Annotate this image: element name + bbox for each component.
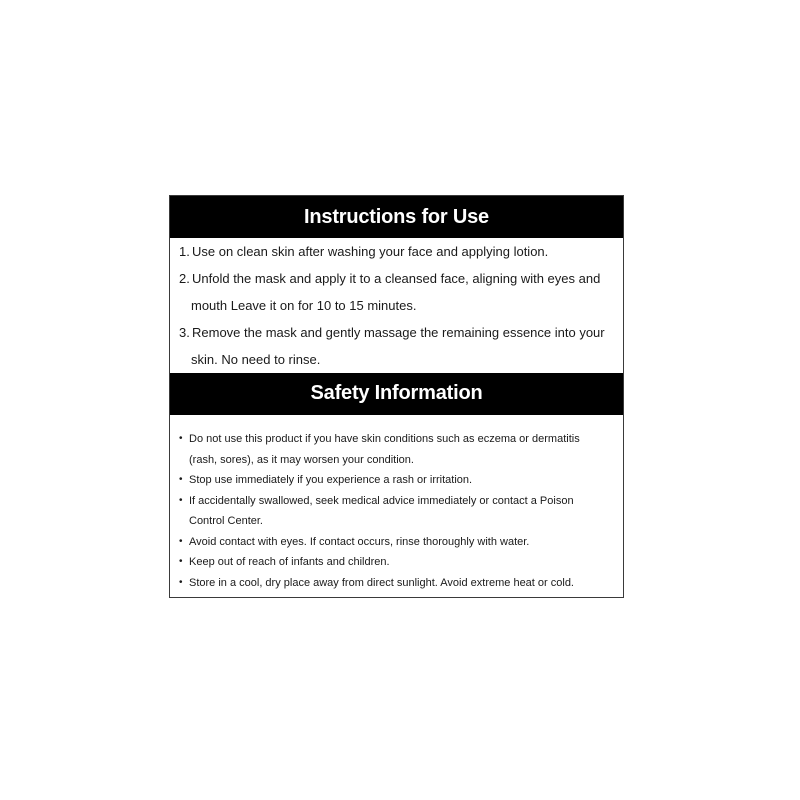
step-text-line: Remove the mask and gently massage the remaining essence into your xyxy=(192,325,605,340)
safety-list xyxy=(170,415,623,593)
safety-text xyxy=(189,491,613,532)
safety-text xyxy=(189,573,613,594)
product-info-card xyxy=(169,195,624,598)
instruction-step-1 xyxy=(179,238,623,265)
instruction-step-3 xyxy=(179,319,623,373)
safety-text-line: If accidentally swallowed, seek medical advice immediately or contact a Poison xyxy=(189,494,574,507)
safety-text-line: Avoid contact with eyes. If contact occurs, rinse thoroughly with water. xyxy=(189,535,530,548)
step-text-line: mouth Leave it on for 10 to 15 minutes. xyxy=(191,298,417,313)
safety-item-2 xyxy=(179,470,613,491)
step-text xyxy=(192,265,623,319)
bullet-icon: • xyxy=(179,576,183,588)
bullet-icon: • xyxy=(179,474,183,485)
instruction-step-2 xyxy=(179,265,623,319)
instructions-list xyxy=(170,238,623,373)
safety-heading: Safety Information xyxy=(170,373,623,415)
step-text-line: skin. No need to rinse. xyxy=(191,352,321,367)
bullet-icon: • xyxy=(179,494,183,506)
safety-text xyxy=(189,552,613,573)
step-number: 1. xyxy=(179,244,190,259)
bullet-icon: • xyxy=(179,433,183,444)
safety-item-1 xyxy=(179,429,613,470)
safety-item-6 xyxy=(179,573,613,594)
safety-item-4 xyxy=(179,532,613,553)
step-text-line: Use on clean skin after washing your face and applying lotion. xyxy=(192,244,549,259)
step-text xyxy=(192,238,623,265)
safety-text-line: (rash, sores), as it may worsen your condition. xyxy=(189,453,414,466)
bullet-icon: • xyxy=(179,535,183,547)
safety-text xyxy=(189,470,613,491)
safety-text-line: Keep out of reach of infants and children. xyxy=(189,556,390,568)
safety-text-line: Stop use immediately if you experience a rash or irritation. xyxy=(189,474,473,486)
step-text xyxy=(192,319,623,373)
safety-text-line: Do not use this product if you have skin conditions such as eczema or dermatitis xyxy=(189,433,580,445)
safety-text-line: Store in a cool, dry place away from direct sunlight. Avoid extreme heat or cold. xyxy=(189,576,574,589)
step-number: 3. xyxy=(179,325,190,340)
safety-text-line: Control Center. xyxy=(189,515,263,527)
safety-item-5 xyxy=(179,552,613,573)
step-text-line: Unfold the mask and apply it to a cleansed face, aligning with eyes and xyxy=(192,271,601,286)
safety-text xyxy=(189,429,613,470)
step-number: 2. xyxy=(179,271,190,286)
safety-text xyxy=(189,532,613,553)
bullet-icon: • xyxy=(179,556,183,567)
instructions-heading: Instructions for Use xyxy=(170,196,623,238)
safety-item-3 xyxy=(179,491,613,532)
